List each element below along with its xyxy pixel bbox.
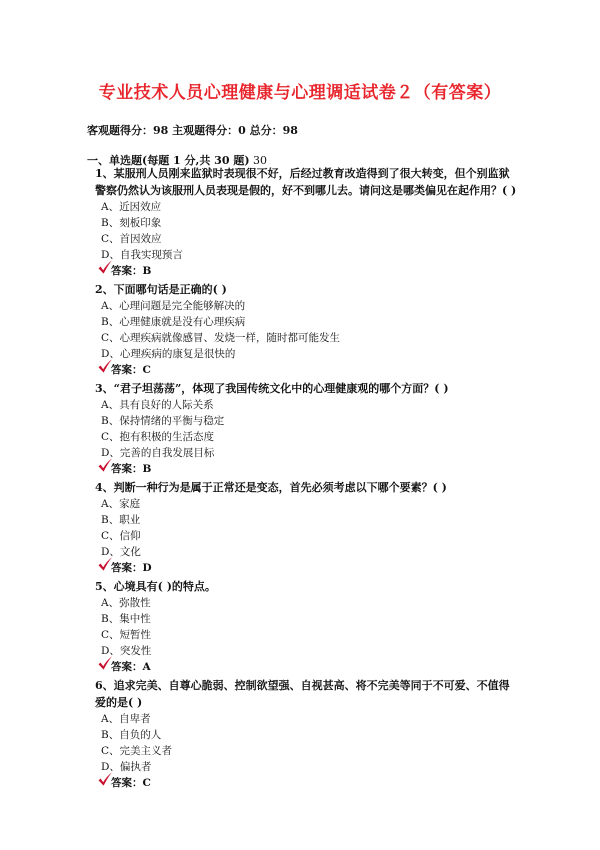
- answer-option: B、集中性: [101, 613, 151, 625]
- answer-value: B: [142, 463, 152, 475]
- answer-label: 答案：: [111, 265, 143, 277]
- question-item: [87, 479, 517, 577]
- answer-label: 答案：: [111, 463, 143, 475]
- answer-option: D、自我实现预言: [101, 249, 183, 261]
- answer-row: [87, 263, 517, 280]
- answer-option: D、偏执者: [101, 761, 152, 773]
- question-item: [87, 165, 517, 280]
- answer-option: D、文化: [101, 546, 141, 558]
- checkmark-icon: [97, 771, 113, 787]
- question-stem: 4、判断一种行为是属于正常还是变态，首先必须考虑以下哪个要素？( ): [95, 481, 447, 494]
- answer-value: A: [142, 661, 151, 673]
- question-item: [87, 281, 517, 379]
- answer-label: 答案：: [111, 661, 143, 673]
- section-label: 一、单选题(每题 1 分,共 30 题): [87, 154, 250, 167]
- answer-option: B、心理健康就是没有心理疾病: [101, 316, 246, 328]
- question-stem: 1、某服刑人员刚来监狱时表现很不好，后经过教育改造得到了很大转变，但个别监狱警察仍然认为该服刑人员表现是假的，好不到哪儿去。请问这是哪类偏见在起作用？( ): [95, 167, 517, 197]
- question-item: [87, 380, 517, 478]
- answer-option: D、心理疾病的康复是很快的: [101, 348, 236, 360]
- question-list: [87, 164, 517, 792]
- answer-option: C、首因效应: [101, 233, 162, 245]
- answer-value: D: [142, 562, 152, 574]
- answer-option: C、短暂性: [101, 629, 152, 641]
- section-score: 30: [253, 154, 268, 167]
- answer-option: D、完善的自我发展目标: [101, 447, 215, 459]
- checkmark-icon: [97, 457, 113, 473]
- answer-option: C、心理疾病就像感冒、发烧一样，随时都可能发生: [101, 332, 341, 344]
- answer-row: [87, 659, 517, 676]
- answer-option: C、信仰: [101, 530, 141, 542]
- answer-option: D、突发性: [101, 645, 152, 657]
- question-stem: 5、心境具有( )的特点。: [95, 580, 216, 593]
- answer-option: A、具有良好的人际关系: [101, 399, 214, 411]
- answer-value: B: [142, 265, 152, 277]
- checkmark-icon: [97, 358, 113, 374]
- answer-option: B、刻板印象: [101, 217, 162, 229]
- answer-row: [87, 560, 517, 577]
- answer-option: B、保持情绪的平衡与稳定: [101, 415, 225, 427]
- checkmark-icon: [97, 655, 113, 671]
- answer-option: C、完美主义者: [101, 745, 173, 757]
- answer-option: A、心理问题是完全能够解决的: [101, 300, 246, 312]
- question-item: [87, 677, 517, 792]
- answer-option: A、自卑者: [101, 713, 151, 725]
- checkmark-icon: [97, 259, 113, 275]
- question-stem: 3、“君子坦荡荡”，体现了我国传统文化中的心理健康观的哪个方面？( ): [95, 382, 449, 395]
- answer-option: A、家庭: [101, 498, 141, 510]
- question-stem: 6、追求完美、自尊心脆弱、控制欲望强、自视甚高、将不完美等同于不可爱、不值得爱的是( ): [95, 679, 510, 709]
- answer-option: B、自负的人: [101, 729, 162, 741]
- answer-row: [87, 362, 517, 379]
- question-stem: 2、下面哪句话是正确的( ): [95, 283, 227, 296]
- question-item: [87, 578, 517, 676]
- document-title: 专业技术人员心理健康与心理调适试卷２（有答案）: [98, 83, 502, 103]
- answer-label: 答案：: [111, 562, 143, 574]
- answer-option: A、近因效应: [101, 201, 162, 213]
- answer-row: [87, 461, 517, 478]
- answer-value: C: [142, 777, 151, 789]
- checkmark-icon: [97, 556, 113, 572]
- answer-option: A、弥散性: [101, 597, 151, 609]
- answer-option: B、职业: [101, 514, 141, 526]
- answer-value: C: [142, 364, 151, 376]
- answer-label: 答案：: [111, 777, 143, 789]
- answer-option: C、抱有积极的生活态度: [101, 431, 215, 443]
- score-summary: 客观题得分：98 主观题得分：0 总分：98: [87, 124, 298, 137]
- answer-row: [87, 775, 517, 792]
- answer-label: 答案：: [111, 364, 143, 376]
